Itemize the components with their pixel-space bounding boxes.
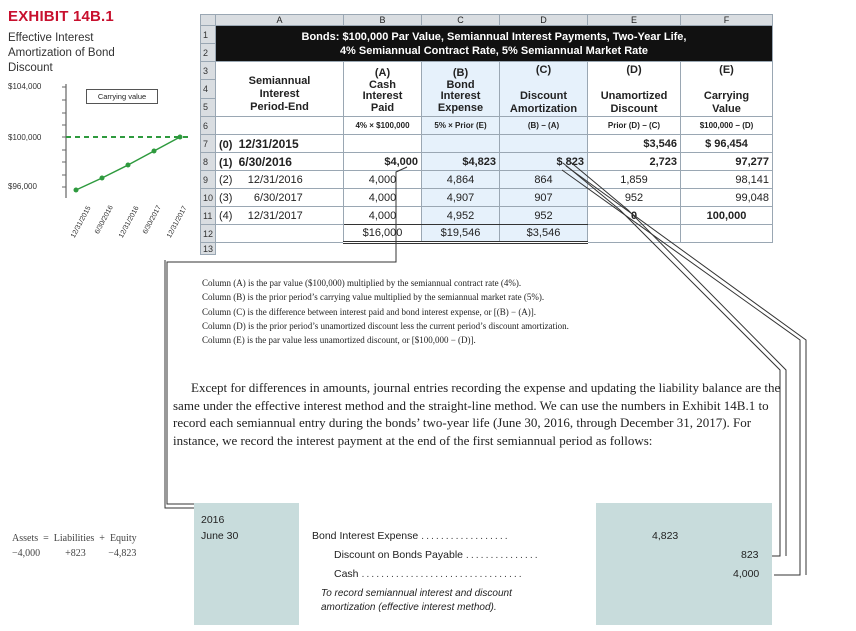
column-letter: A (216, 15, 344, 26)
row-number: 6 (201, 117, 216, 135)
period-date: 12/31/2015 (238, 136, 299, 151)
interest-expense-cell: 4,952 (422, 207, 500, 225)
header-line: Period-End (250, 101, 309, 113)
journal-memo (321, 587, 512, 615)
header-line: Amortization (509, 103, 578, 115)
leader-dots: ................................. (361, 568, 524, 580)
header-line: Interest (259, 88, 300, 100)
column-letter: D (500, 15, 588, 26)
row-number: 2 (201, 44, 216, 62)
amortization-cell: $ 823 (500, 153, 588, 171)
amortization-cell: 907 (500, 189, 588, 207)
mini-chart-y-tick: $96,000 (8, 182, 37, 191)
header-line: Paid (370, 101, 395, 114)
period-date: 12/31/2016 (247, 173, 303, 186)
period-number: (3) (219, 191, 233, 204)
note-line: Column (D) is the prior period’s unamortized discount less the current period’s discount amortization. (202, 320, 569, 331)
journal-date: June 30 (201, 530, 239, 542)
row-number: 13 (201, 243, 216, 255)
memo-line: To record semiannual interest and discount (321, 588, 512, 599)
mini-chart-y-tick: $104,000 (8, 82, 42, 91)
note-line: Column (A) is the par value ($100,000) multiplied by the semiannual contract rate (4%). (202, 278, 522, 288)
header-line: Discount (610, 103, 658, 115)
carrying-value-cell: $ 96,454 (681, 135, 773, 153)
header-line: Carrying (703, 90, 750, 102)
header-line: Discount (519, 90, 568, 102)
cash-paid-cell: 4,000 (344, 207, 422, 225)
row-number: 8 (201, 153, 216, 171)
period-number: (4) (219, 209, 233, 222)
header-line: (D) (626, 64, 642, 76)
note-line: Column (C) is the difference between interest paid and bond interest expense, or [(B) − (A)]. (202, 306, 537, 317)
exhibit-subtitle-line: Effective Interest (8, 32, 94, 44)
row-number: 9 (201, 171, 216, 189)
total-interest-expense: $19,546 (422, 225, 500, 243)
column-letter: F (681, 15, 773, 26)
period-number: (0) (219, 138, 233, 151)
mini-chart-x-tick: 6/30/2017 (142, 204, 163, 236)
unamortized-cell: 2,723 (588, 153, 681, 171)
header-line: (B) (452, 67, 469, 79)
journal-debit: 4,823 (652, 530, 679, 542)
period-date: 12/31/2017 (247, 209, 303, 222)
header-line: (C) (535, 64, 552, 76)
body-paragraph: Except for differences in amounts, journal entries recording the expense and updating the liability balance are the same under the effective interest method and the straight-line method. We can use the numbers in Exhibit 14B.1 to record each semiannual entry during the bonds’ two-year life (June 30, 2016, through December 31, 2017). For instance, we record the interest payment at the end of the first semiannual period as follows: (173, 380, 781, 449)
amortization-cell: 864 (500, 171, 588, 189)
carrying-value-cell: 99,048 (681, 189, 773, 207)
row-number: 3 (201, 62, 216, 80)
formula-cell: (B) − (A) (500, 117, 588, 135)
header-line: Semiannual (248, 75, 311, 87)
row-number: 12 (201, 225, 216, 243)
interest-expense-connector (167, 167, 407, 533)
mini-chart-legend: Carrying value (86, 89, 158, 104)
period-date: 6/30/2017 (253, 191, 303, 204)
amortization-connector (563, 163, 780, 556)
amortization-connector-outer (568, 160, 786, 556)
mini-chart-y-tick: $100,000 (8, 133, 42, 142)
total-amortization: $3,546 (500, 225, 588, 243)
period-number: (1) (219, 156, 233, 169)
column-letter: E (588, 15, 681, 26)
amortization-cell: 952 (500, 207, 588, 225)
unamortized-cell: 1,859 (588, 171, 681, 189)
row-number: 7 (201, 135, 216, 153)
cash-paid-cell: 4,000 (344, 189, 422, 207)
leader-dots: ............... (465, 549, 540, 561)
row-number: 1 (201, 26, 216, 44)
mini-chart-x-tick: 6/30/2016 (94, 204, 115, 236)
journal-account: Bond Interest Expense (312, 530, 419, 542)
journal-line (312, 530, 596, 542)
row-number: 10 (201, 189, 216, 207)
journal-account: Cash (334, 568, 359, 580)
exhibit-subtitle-line: Amortization of Bond (8, 47, 115, 59)
column-letter: C (422, 15, 500, 26)
header-line: (A) (374, 67, 391, 79)
header-line: Bond (446, 78, 475, 91)
unamortized-cell: 952 (588, 189, 681, 207)
header-line: Unamortized (600, 90, 668, 102)
period-number: (2) (219, 173, 233, 186)
exhibit-title: EXHIBIT 14B.1 (8, 8, 114, 25)
journal-line (334, 549, 596, 561)
header-line: Value (712, 103, 741, 115)
formula-cell: 4% × $100,000 (344, 117, 422, 135)
unamortized-cell: $3,546 (588, 135, 681, 153)
period-date: 6/30/2016 (238, 154, 292, 169)
equation-values: −4,000 +823 −4,823 (12, 548, 137, 559)
accounting-equation (12, 531, 137, 561)
journal-credit: 823 (741, 549, 759, 561)
mini-chart-x-tick: 12/31/2016 (118, 205, 141, 240)
header-line: Cash (369, 78, 396, 91)
carrying-value-cell: 98,141 (681, 171, 773, 189)
equation-header: Assets = Liabilities + Equity (12, 533, 137, 544)
row-number: 11 (201, 207, 216, 225)
cash-paid-cell: $4,000 (344, 153, 422, 171)
header-line: (E) (719, 64, 734, 76)
journal-year: 2016 (201, 514, 225, 526)
column-letter: B (344, 15, 422, 26)
interest-expense-cell: 4,864 (422, 171, 500, 189)
note-line: Column (B) is the prior period’s carrying value multiplied by the semiannual market rate (5%). (202, 292, 545, 303)
note-line: Column (E) is the par value less unamortized discount, or [$100,000 − (D)]. (202, 335, 476, 346)
row-number: 5 (201, 98, 216, 116)
interest-expense-cell: 4,907 (422, 189, 500, 207)
exhibit-subtitle-line: Discount (8, 62, 53, 74)
banner-line: Bonds: $100,000 Par Value, Semiannual Interest Payments, Two-Year Life, (301, 30, 687, 43)
mini-chart-x-tick: 12/31/2017 (166, 205, 189, 240)
mini-chart-x-tick: 12/31/2015 (70, 205, 93, 240)
carrying-value-cell: 100,000 (681, 207, 773, 225)
banner-line: 4% Semiannual Contract Rate, 5% Semiannual Market Rate (339, 44, 649, 57)
formula-cell: $100,000 − (D) (681, 117, 773, 135)
total-cash-paid: $16,000 (344, 225, 422, 243)
journal-line (334, 568, 596, 580)
journal-account: Discount on Bonds Payable (334, 549, 463, 561)
row-number: 4 (201, 80, 216, 98)
journal-credit: 4,000 (733, 568, 760, 580)
column-notes (202, 276, 569, 347)
formula-cell: Prior (D) − (C) (588, 117, 681, 135)
header-line: Expense (437, 101, 484, 114)
carrying-value-cell: 97,277 (681, 153, 773, 171)
formula-cell: 5% × Prior (E) (422, 117, 500, 135)
leader-dots: .................. (421, 530, 510, 542)
unamortized-cell: 0 (588, 207, 681, 225)
header-line: Interest (440, 90, 481, 102)
header-line: Interest (362, 90, 403, 102)
cash-paid-cell: 4,000 (344, 171, 422, 189)
memo-line: amortization (effective interest method). (321, 602, 497, 613)
interest-expense-cell: $4,823 (422, 153, 500, 171)
